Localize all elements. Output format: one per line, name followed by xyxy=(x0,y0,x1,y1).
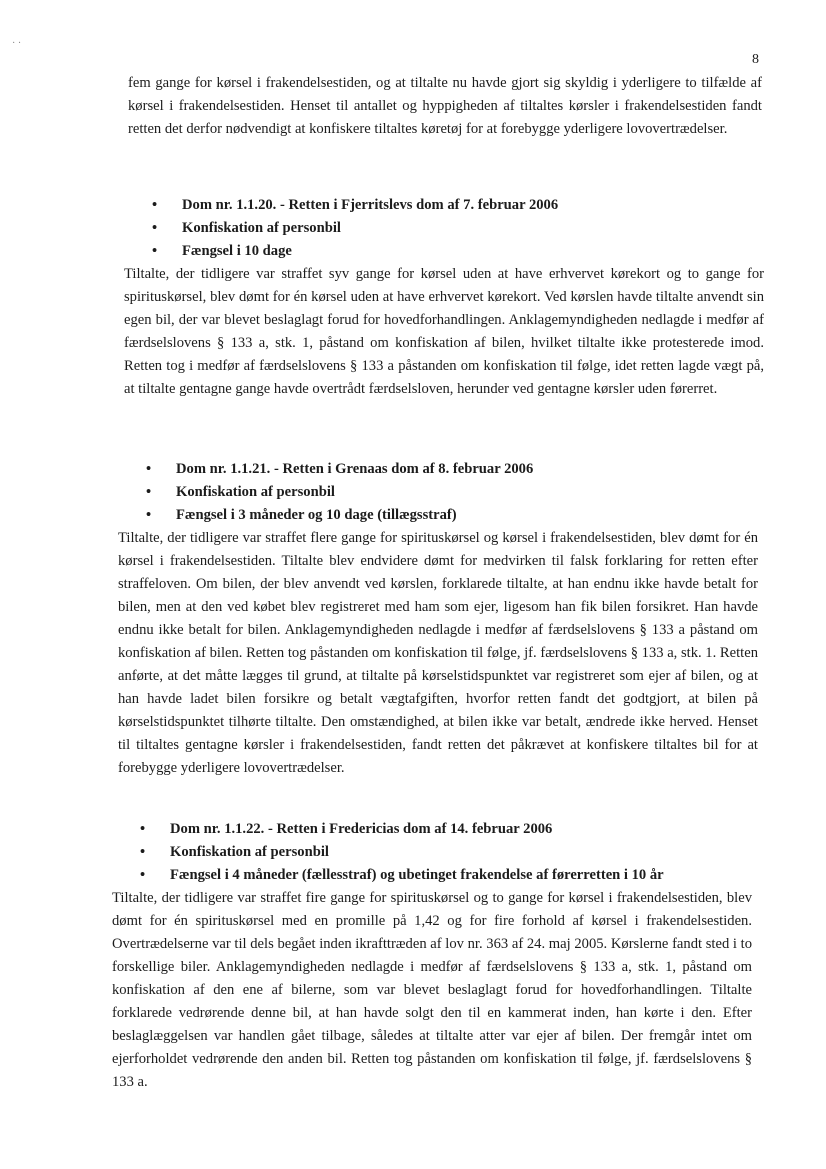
case-body: Tiltalte, der tidligere var straffet syv gange for kørsel uden at have erhvervet kørekort og to gange for spirituskørsel, blev dømt for én kørsel uden at have erhvervet kørekort. Ved kørslen havde tiltalte anvendt sin egen bil, der var blevet beslaglagt forud for hovedforhandlingen. Anklagemyndigheden nedlagde i medfør af færdselslovens § 133 a, stk. 1, påstand om konfiskation af bilen, hvilket tiltalte ikke protesterede imod. Retten tog i medfør af færdselslovens § 133 a påstanden om konfiskation til følge, idet retten lagde vægt på, at tiltalte gentagne gange havde overtrådt færdselsloven, herunder ved gentagne kørsler uden førerret. xyxy=(124,266,764,397)
case-heading: • Dom nr. 1.1.22. - Retten i Fredericias dom af 14. februar 2006 xyxy=(140,818,752,841)
case-1-1-20 xyxy=(124,194,764,401)
intro-paragraph: fem gange for kørsel i frakendelsestiden, og at tiltalte nu havde gjort sig skyldig i yderligere to tilfælde af kørsel i frakendelsestiden. Henset til antallet og hyppigheden af tiltaltes kørsler i frakendelsestiden fandt retten det derfor nødvendigt at konfiskere tiltaltes køretøj for at forebygge yderligere lovovertrædelser. xyxy=(128,75,762,137)
case-summary-list xyxy=(152,194,764,263)
case-1-1-22 xyxy=(112,818,752,1094)
page-number: 8 xyxy=(752,52,759,67)
case-sentence: • Fængsel i 3 måneder og 10 dage (tillægsstraf) xyxy=(146,504,758,527)
case-heading: • Dom nr. 1.1.20. - Retten i Fjerritslevs dom af 7. februar 2006 xyxy=(152,194,764,217)
case-1-1-21 xyxy=(118,458,758,780)
case-summary-list xyxy=(146,458,758,527)
case-summary-list xyxy=(140,818,752,887)
intro-section xyxy=(128,72,762,141)
case-subject: • Konfiskation af personbil xyxy=(152,217,764,240)
case-subject: • Konfiskation af personbil xyxy=(146,481,758,504)
case-sentence: • Fængsel i 10 dage xyxy=(152,240,764,263)
case-sentence: • Fængsel i 4 måneder (fællesstraf) og ubetinget frakendelse af førerretten i 10 år xyxy=(140,864,752,887)
case-body: Tiltalte, der tidligere var straffet flere gange for spirituskørsel og kørsel i frakendelsestiden, blev dømt for én kørsel i frakendelsestiden. Tiltalte blev endvidere dømt for medvirken til falsk forklaring for retten efter straffeloven. Om bilen, der blev anvendt ved kørslen, forklarede tiltalte, at han endnu ikke havde betalt for bilen, men at den ved købet blev registreret med ham som ejer, ligesom han fik bilen forsikret. Han havde endnu ikke betalt for bilen. Anklagemyndigheden nedlagde i medfør af færdselslovens § 133 a påstand om konfiskation af bilen. Retten tog påstanden om konfiskation til følge, jf. færdselslovens § 133 a, stk. 1. Retten anførte, at det måtte lægges til grund, at tiltalte på kørselstidspunktet var registreret som ejer af bilen, og at han havde ladet bilen forsikre og betalt vægtafgiften, hvorfor retten fandt det godtgjort, at bilen på kørselstidspunktet tilhørte tiltalte. Den omstændighed, at bilen ikke var betalt, ændrede ikke herved. Henset til tiltaltes gentagne kørsler i frakendelsestiden, fandt retten det påkrævet at konfiskere tiltaltes bil for at forebygge yderligere lovovertrædelser. xyxy=(118,530,758,776)
case-heading: • Dom nr. 1.1.21. - Retten i Grenaas dom af 8. februar 2006 xyxy=(146,458,758,481)
case-body: Tiltalte, der tidligere var straffet fire gange for spirituskørsel og to gange for kørsel i frakendelsestiden, blev dømt for én spirituskørsel med en promille på 1,42 og for fire forhold af kørsel i frakendelsestiden. Overtrædelserne var til dels begået inden ikrafttræden af lov nr. 363 af 24. maj 2005. Kørslerne fandt sted i to forskellige biler. Anklagemyndigheden nedlagde i medfør af færdselslovens § 133 a, stk. 1, påstand om konfiskation af den ene af bilerne, som var blevet beslaglagt forud for hovedforhandlingen. Tiltalte forklarede vedrørende denne bil, at han havde solgt den til en kammerat inden, han kørte i den. Efter beslaglæggelsen var handlen gået tilbage, således at tiltalte atter var ejer af bilen. Der fremgår intet om ejerforholdet vedrørende den anden bil. Retten tog påstanden om konfiskation til følge, jf. færdselslovens § 133 a. xyxy=(112,890,752,1090)
scan-marks: · · xyxy=(12,38,22,49)
case-subject: • Konfiskation af personbil xyxy=(140,841,752,864)
